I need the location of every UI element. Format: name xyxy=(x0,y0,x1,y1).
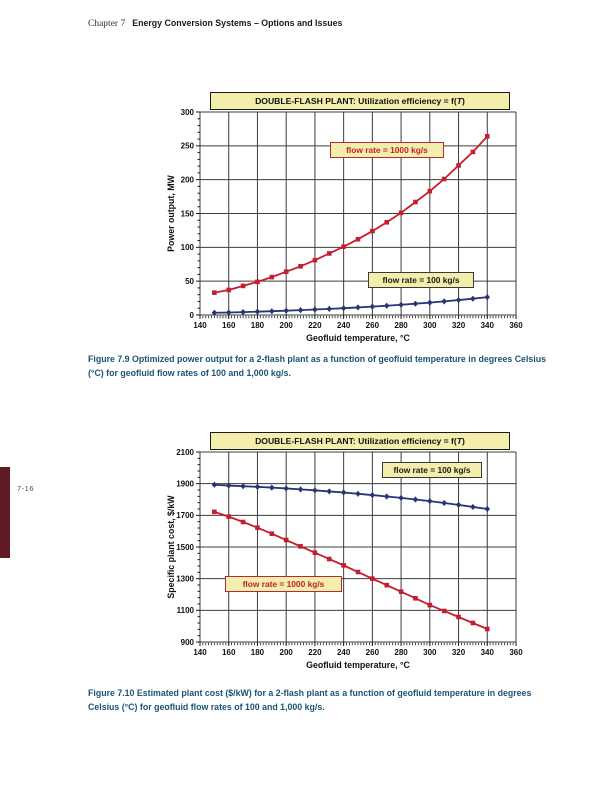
data-point-marker xyxy=(313,550,318,555)
data-point-marker xyxy=(384,303,389,309)
data-point-marker xyxy=(212,482,217,488)
data-point-marker xyxy=(442,177,447,182)
data-point-marker xyxy=(471,621,476,626)
data-point-marker xyxy=(313,258,318,263)
chart-title-box xyxy=(210,92,510,110)
y-tick-label: 0 xyxy=(189,310,194,320)
x-tick-label: 240 xyxy=(336,648,351,657)
figure-7-10-caption: Figure 7.10 Estimated plant cost ($/kW) for a 2-flash plant as a function of geofluid temperature in degrees Celsius (°C) for geofluid flow rates of 100 and 1,000 kg/s. xyxy=(88,688,532,712)
chapter-label: Chapter 7 xyxy=(88,19,126,29)
data-point-marker xyxy=(284,269,289,274)
y-tick-label: 2100 xyxy=(176,447,194,457)
data-point-marker xyxy=(471,150,476,155)
data-point-marker xyxy=(355,491,360,497)
x-axis-label: Geofluid temperature, °C xyxy=(306,333,410,343)
figure-7-9-caption: Figure 7.9 Optimized power output for a 2-flash plant as a function of geofluid temperature in degrees Celsius (°C) for geofluid flow rates of 100 and 1,000 kg/s. xyxy=(88,354,546,378)
x-tick-label: 340 xyxy=(480,321,494,330)
data-point-marker xyxy=(427,300,432,306)
data-point-marker xyxy=(485,627,490,632)
y-tick-label: 150 xyxy=(180,209,194,219)
y-tick-label: 200 xyxy=(180,175,194,185)
data-point-marker xyxy=(298,544,303,549)
data-point-marker xyxy=(413,596,418,601)
data-point-marker xyxy=(212,510,217,515)
x-tick-label: 360 xyxy=(509,648,523,657)
chart-title-text: DOUBLE-FLASH PLANT: Utilization efficiency = f( xyxy=(255,96,457,106)
data-point-marker xyxy=(470,296,475,302)
y-tick-label: 250 xyxy=(180,141,194,151)
data-point-marker xyxy=(270,275,275,280)
data-point-marker xyxy=(269,308,274,314)
sidebar-accent-bar xyxy=(0,467,10,558)
data-point-marker xyxy=(327,557,332,562)
data-point-marker xyxy=(370,229,375,234)
data-point-marker xyxy=(370,492,375,498)
data-point-marker xyxy=(384,220,389,225)
y-tick-label: 50 xyxy=(185,276,194,286)
x-tick-label: 140 xyxy=(193,321,207,330)
data-point-marker xyxy=(413,496,418,502)
data-point-marker xyxy=(398,302,403,308)
data-point-marker xyxy=(456,297,461,303)
x-tick-label: 160 xyxy=(222,321,236,330)
data-point-marker xyxy=(399,211,404,216)
x-tick-label: 160 xyxy=(222,648,236,657)
data-point-marker xyxy=(470,504,475,510)
data-point-marker xyxy=(384,583,389,588)
x-tick-label: 220 xyxy=(308,321,322,330)
data-point-marker xyxy=(241,520,246,525)
data-point-marker xyxy=(442,609,447,614)
y-tick-label: 300 xyxy=(180,107,194,117)
data-point-marker xyxy=(283,308,288,314)
series-flow-rate-1000-kg-s xyxy=(212,134,490,295)
x-tick-label: 180 xyxy=(250,648,265,657)
x-tick-label: 300 xyxy=(423,648,437,657)
axis-ticks xyxy=(196,452,516,646)
chart-title-italic-T: T xyxy=(456,436,463,446)
chart-title-close-paren: ) xyxy=(462,436,465,446)
data-point-marker xyxy=(427,498,432,504)
data-point-marker xyxy=(298,307,303,313)
data-point-marker xyxy=(341,244,346,249)
data-point-marker xyxy=(485,294,490,300)
data-point-marker xyxy=(327,488,332,494)
x-tick-label: 300 xyxy=(423,321,437,330)
data-point-marker xyxy=(355,304,360,310)
data-point-marker xyxy=(456,163,461,168)
data-point-marker xyxy=(298,264,303,269)
power-output-chart xyxy=(165,90,525,355)
x-tick-label: 260 xyxy=(365,648,380,657)
figure-7-9 xyxy=(165,90,525,355)
y-axis-label: Specific plant cost, $/kW xyxy=(166,495,176,599)
data-point-marker xyxy=(398,495,403,501)
series-flow-rate-100-kg-s xyxy=(212,294,490,316)
x-tick-label: 220 xyxy=(308,648,322,657)
chapter-title: Energy Conversion Systems – Options and Issues xyxy=(132,18,343,28)
data-point-marker xyxy=(312,306,317,312)
data-point-marker xyxy=(485,134,490,139)
x-tick-label: 280 xyxy=(394,648,408,657)
y-tick-label: 1500 xyxy=(176,542,194,552)
x-tick-label: 360 xyxy=(509,321,523,330)
page-header xyxy=(88,13,342,31)
y-tick-label: 100 xyxy=(180,243,194,253)
page-number: 7-16 xyxy=(17,484,35,493)
data-point-marker xyxy=(341,563,346,568)
gridlines xyxy=(200,452,516,642)
x-axis-minor-hatch xyxy=(200,316,516,318)
data-point-marker xyxy=(370,304,375,310)
data-point-marker xyxy=(269,485,274,491)
data-point-marker xyxy=(428,603,433,608)
data-point-marker xyxy=(341,305,346,311)
series-flow-rate-1000-kg-s xyxy=(212,510,490,632)
data-point-marker xyxy=(428,189,433,194)
x-tick-label: 280 xyxy=(394,321,408,330)
y-tick-label: 1700 xyxy=(176,511,194,521)
data-point-marker xyxy=(212,290,217,295)
data-point-marker xyxy=(327,251,332,256)
data-point-marker xyxy=(441,500,446,506)
x-axis-minor-hatch xyxy=(200,643,516,645)
data-point-marker xyxy=(384,493,389,499)
data-point-marker xyxy=(255,525,260,530)
data-point-marker xyxy=(255,309,260,315)
data-point-marker xyxy=(456,502,461,508)
x-tick-label: 320 xyxy=(451,321,466,330)
data-point-marker xyxy=(255,280,260,285)
chart-title-box xyxy=(210,432,510,450)
x-tick-label: 200 xyxy=(279,321,293,330)
x-tick-label: 260 xyxy=(365,321,380,330)
data-point-marker xyxy=(441,298,446,304)
data-point-marker xyxy=(226,514,231,519)
data-point-marker xyxy=(255,484,260,490)
x-tick-label: 180 xyxy=(250,321,265,330)
x-tick-label: 240 xyxy=(336,321,351,330)
data-point-marker xyxy=(298,486,303,492)
x-axis-label: Geofluid temperature, °C xyxy=(306,660,410,670)
data-point-marker xyxy=(241,284,246,289)
data-point-marker xyxy=(226,288,231,293)
data-point-marker xyxy=(485,506,490,512)
x-tick-label: 340 xyxy=(480,648,494,657)
data-point-marker xyxy=(240,309,245,315)
chart-title-italic-T: T xyxy=(456,96,463,106)
data-point-marker xyxy=(370,576,375,581)
data-point-marker xyxy=(284,538,289,543)
y-tick-label: 1900 xyxy=(176,479,194,489)
data-point-marker xyxy=(327,306,332,312)
data-point-marker xyxy=(283,485,288,491)
series-label-flow-1000: flow rate = 1000 kg/s xyxy=(225,576,342,592)
series-label-flow-1000: flow rate = 1000 kg/s xyxy=(330,142,444,158)
series-label-flow-100: flow rate = 100 kg/s xyxy=(382,462,482,478)
y-tick-label: 1300 xyxy=(176,574,194,584)
figure-7-10 xyxy=(165,430,525,682)
chart-title-text: DOUBLE-FLASH PLANT: Utilization efficiency = f( xyxy=(255,436,457,446)
data-point-marker xyxy=(456,615,461,620)
x-tick-label: 320 xyxy=(451,648,466,657)
data-point-marker xyxy=(341,489,346,495)
x-tick-label: 200 xyxy=(279,648,293,657)
series-flow-rate-100-kg-s xyxy=(212,482,490,512)
y-axis-label: Power output, MW xyxy=(166,175,176,252)
data-point-marker xyxy=(413,200,418,205)
x-tick-label: 140 xyxy=(193,648,207,657)
y-tick-label: 900 xyxy=(180,637,194,647)
data-point-marker xyxy=(270,531,275,536)
data-point-marker xyxy=(356,237,361,242)
chart-title-close-paren: ) xyxy=(462,96,465,106)
y-tick-label: 1100 xyxy=(176,606,194,616)
series-label-flow-100: flow rate = 100 kg/s xyxy=(368,272,474,288)
data-point-marker xyxy=(413,301,418,307)
data-point-marker xyxy=(356,570,361,575)
data-point-marker xyxy=(312,487,317,493)
data-point-marker xyxy=(399,589,404,594)
